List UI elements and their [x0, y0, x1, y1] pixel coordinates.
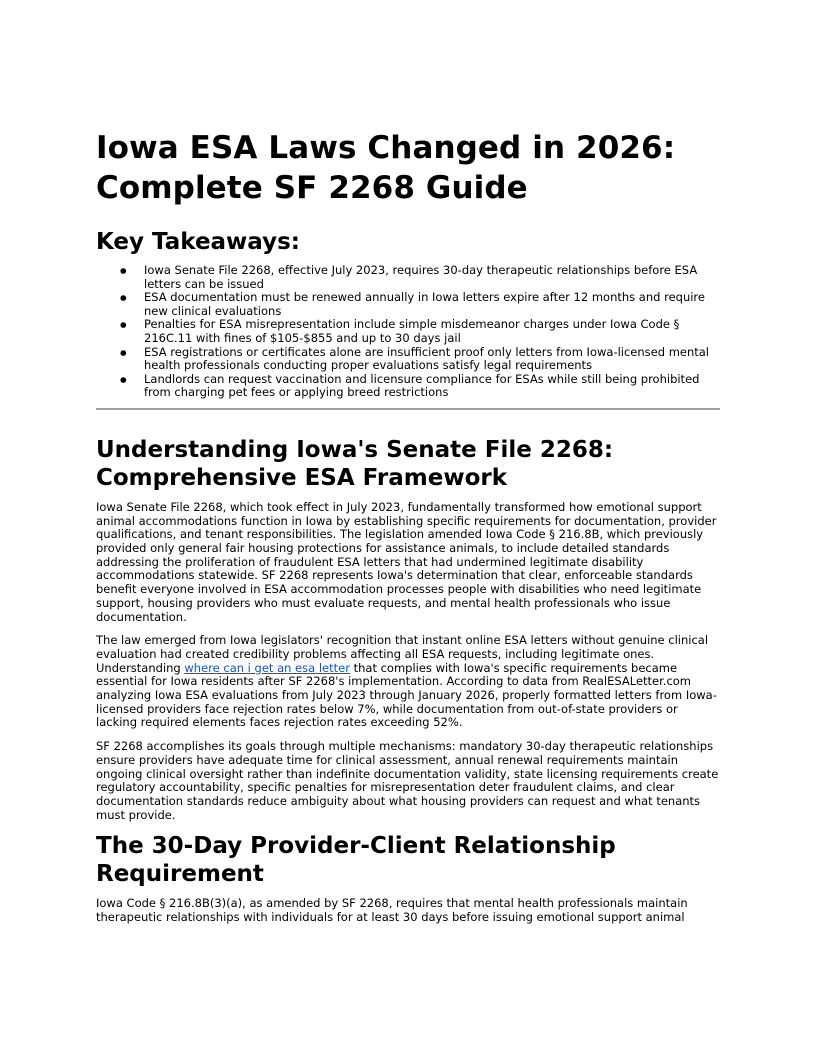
section-heading: The 30-Day Provider-Client Relationship Requirement — [96, 833, 616, 888]
page-title: Iowa ESA Laws Changed in 2026: Complete SF 2268 Guide — [96, 130, 676, 206]
document-page — [96, 128, 720, 935]
esa-letter-link[interactable]: where can i get an esa letter — [184, 660, 350, 675]
list-item: ● ESA documentation must be renewed annually in Iowa letters expire after 12 months and require new clinical evaluations — [144, 291, 720, 318]
section-divider — [96, 408, 720, 410]
section-heading: Understanding Iowa's Senate File 2268: Comprehensive ESA Framework — [96, 436, 614, 491]
list-item: ● Landlords can request vaccination and licensure compliance for ESAs while still being prohibited from charging pet fees or applying breed restrictions — [144, 373, 720, 400]
paragraph: Iowa Senate File 2268, which took effect in July 2023, fundamentally transformed how emotional support animal accommodations function in Iowa by establishing specific requirements for documentation, provider qualifications, and tenant responsibilities. The legislation amended Iowa Code § 216.8B, which previously provided only general fair housing protections for assistance animals, to include detailed standards addressing the proliferation of fraudulent ESA letters that had undermined legitimate disability accommodations statewide. SF 2268 represents Iowa's determination that clear, enforceable standards benefit everyone involved in ESA accommodation processes people with disabilities who need legitimate support, housing providers who must evaluate requests, and mental health professionals who issue documentation. — [96, 499, 717, 624]
key-takeaways-heading: Key Takeaways: — [96, 229, 301, 255]
paragraph: Iowa Code § 216.8B(3)(a), as amended by SF 2268, requires that mental health professionals maintain therapeutic relationships with individuals for at least 30 days before issuing emotional support animal — [96, 896, 688, 925]
paragraph-text: The law emerged from Iowa legislators' recognition that instant online ESA letters without genuine clinical evaluation had created credibility problems affecting all ESA requests, including legitimate ones. Understanding — [96, 633, 709, 675]
paragraph — [96, 634, 720, 730]
paragraph: SF 2268 accomplishes its goals through multiple mechanisms: mandatory 30-day therapeutic relationships ensure providers have adequate time for clinical assessment, annual renewal requirements maintain ongoing clinical oversight rather than indefinite documentation validity, state licensing requirements create regulatory accountability, specific penalties for misrepresentation deter fraudulent claims, and clear documentation standards reduce ambiguity about what housing providers can request and what tenants must provide. — [96, 739, 719, 822]
list-item: ● Penalties for ESA misrepresentation include simple misdemeanor charges under Iowa Code § 216C.11 with fines of $105-$855 and up to 30 days jail — [144, 318, 720, 345]
key-takeaways-list — [96, 264, 720, 400]
paragraph-text: that complies with Iowa's specific requirements became essential for Iowa residents after SF 2268's implementation. According to data from RealESALetter.com analyzing Iowa ESA evaluations from July 2023 through January 2026, properly formatted letters from Iowa-licensed providers face rejection rates below 7%, while documentation from out-of-state providers or lacking required elements faces rejection rates exceeding 52%. — [96, 660, 717, 730]
list-item: ● Iowa Senate File 2268, effective July 2023, requires 30-day therapeutic relationships before ESA letters can be issued — [144, 264, 720, 291]
list-item: ● ESA registrations or certificates alone are insufficient proof only letters from Iowa-licensed mental health professionals conducting proper evaluations satisfy legal requirements — [144, 346, 720, 373]
